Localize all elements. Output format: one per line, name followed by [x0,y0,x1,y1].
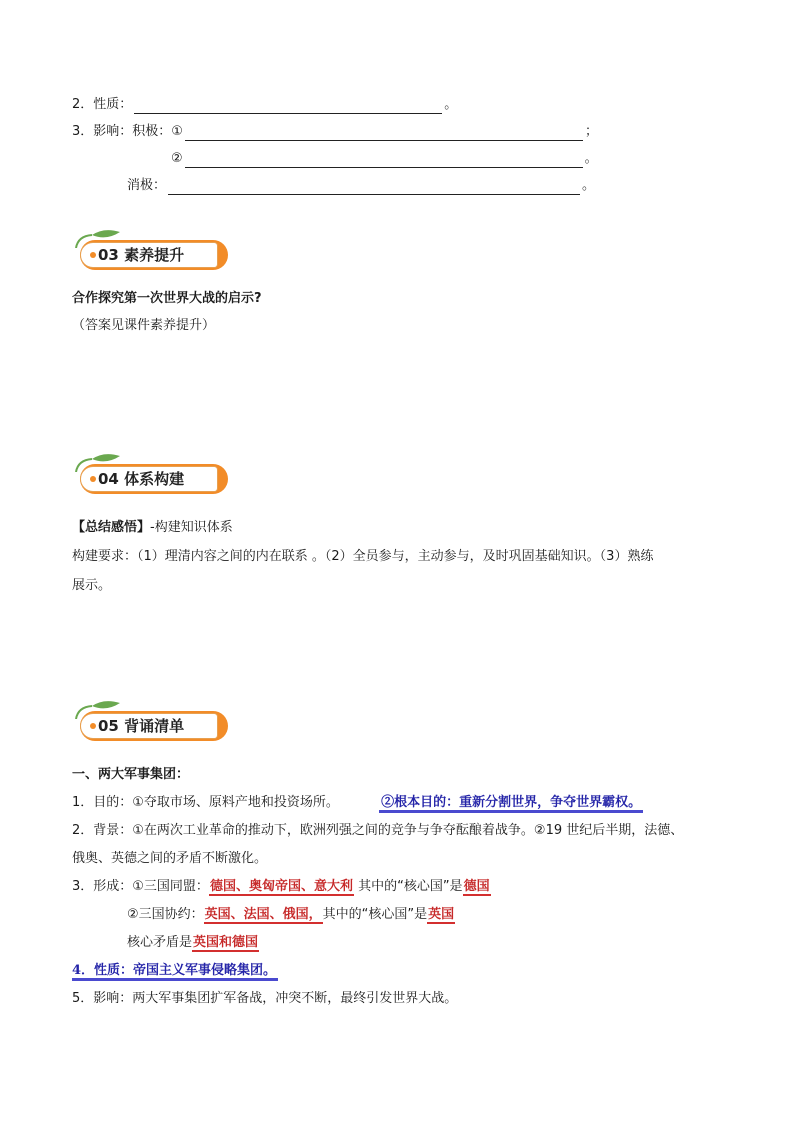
dot-icon [88,474,98,484]
alliance-core-highlight: 德国 [463,879,490,894]
inquiry-question: 合作探究第一次世界大战的启示? [72,291,262,306]
summary-rest: -构建知识体系 [150,520,233,535]
impact-end-1: ； [584,124,598,139]
summary-bracket: 【总结感悟】 [72,520,151,535]
requirement-line-1: 构建要求：（1）理清内容之间的内在联系 。（2）全员参与，主动参与，及时巩固基础知识。（3）熟练 [72,549,654,564]
impact-negative-blank[interactable] [168,180,580,195]
requirement-line-2: 展示。 [72,578,112,593]
entente-core-highlight: 英国 [428,907,455,922]
impact-positive-line-1 [72,123,598,141]
nature-label: 2．性质： [72,97,133,112]
dot-icon [88,721,98,731]
impact-positive-line-2 [171,150,598,168]
item-1-highlight: ②根本目的：重新分割世界，争夺世界霸权。 [379,795,643,813]
item-5: 5．影响：两大军事集团扩军备战，冲突不断，最终引发世界大战。 [72,991,458,1006]
impact-label: 3．影响：积极：① [72,124,183,139]
impact-end-2: 。 [584,151,598,166]
section-title-03: 03 素养提升 [98,246,185,264]
section-badge-04 [72,452,242,498]
section-title-04: 04 体系构建 [98,470,185,488]
nature-line [72,96,457,114]
section-badge-05 [72,699,242,745]
nature-blank[interactable] [134,99,442,114]
section-title-05: 05 背诵清单 [98,717,185,735]
impact-positive-blank-2[interactable] [185,153,583,168]
item-4-highlight: 4．性质：帝国主义军事侵略集团。 [72,963,278,981]
core-conflict-highlight: 英国和德国 [193,935,259,950]
item-3-mid: 其中的“核心国”是 [353,879,463,894]
impact-positive-blank-1[interactable] [185,126,583,141]
impact-negative-line [127,177,595,195]
item-4 [72,962,278,980]
item-3-prefix: 3．形成：①三国同盟： [72,879,209,894]
item-2-line-2: 俄奥、英德之间的矛盾不断激化。 [72,851,268,866]
triple-alliance-highlight: 德国、奥匈帝国、意大利 [209,879,353,894]
summary-line [72,519,233,537]
triple-entente-highlight: 英国、法国、俄国， [204,907,322,922]
item-3b-mid: 其中的“核心国”是 [322,907,428,922]
item-1 [72,794,643,812]
item-3 [72,878,491,896]
impact-num-2: ② [171,151,183,166]
item-3c-prefix: 核心矛盾是 [127,935,193,950]
item-3c [127,934,259,952]
item-2-line-1: 2．背景：①在两次工业革命的推动下，欧洲列强之间的竞争与争夺酝酿着战争。②19 世纪后半期，法德、 [72,823,684,838]
nature-end: 。 [444,97,458,112]
list-heading: 一、两大军事集团： [72,767,190,782]
item-3b-prefix: ②三国协约： [127,907,204,922]
negative-label: 消极： [127,178,167,193]
item-3b [127,906,455,924]
item-1-text: 1．目的：①夺取市场、原料产地和投资场所。 [72,795,339,810]
answer-note: （答案见课件素养提升） [72,318,216,333]
section-badge-03 [72,228,242,274]
dot-icon [88,250,98,260]
negative-end: 。 [582,178,596,193]
